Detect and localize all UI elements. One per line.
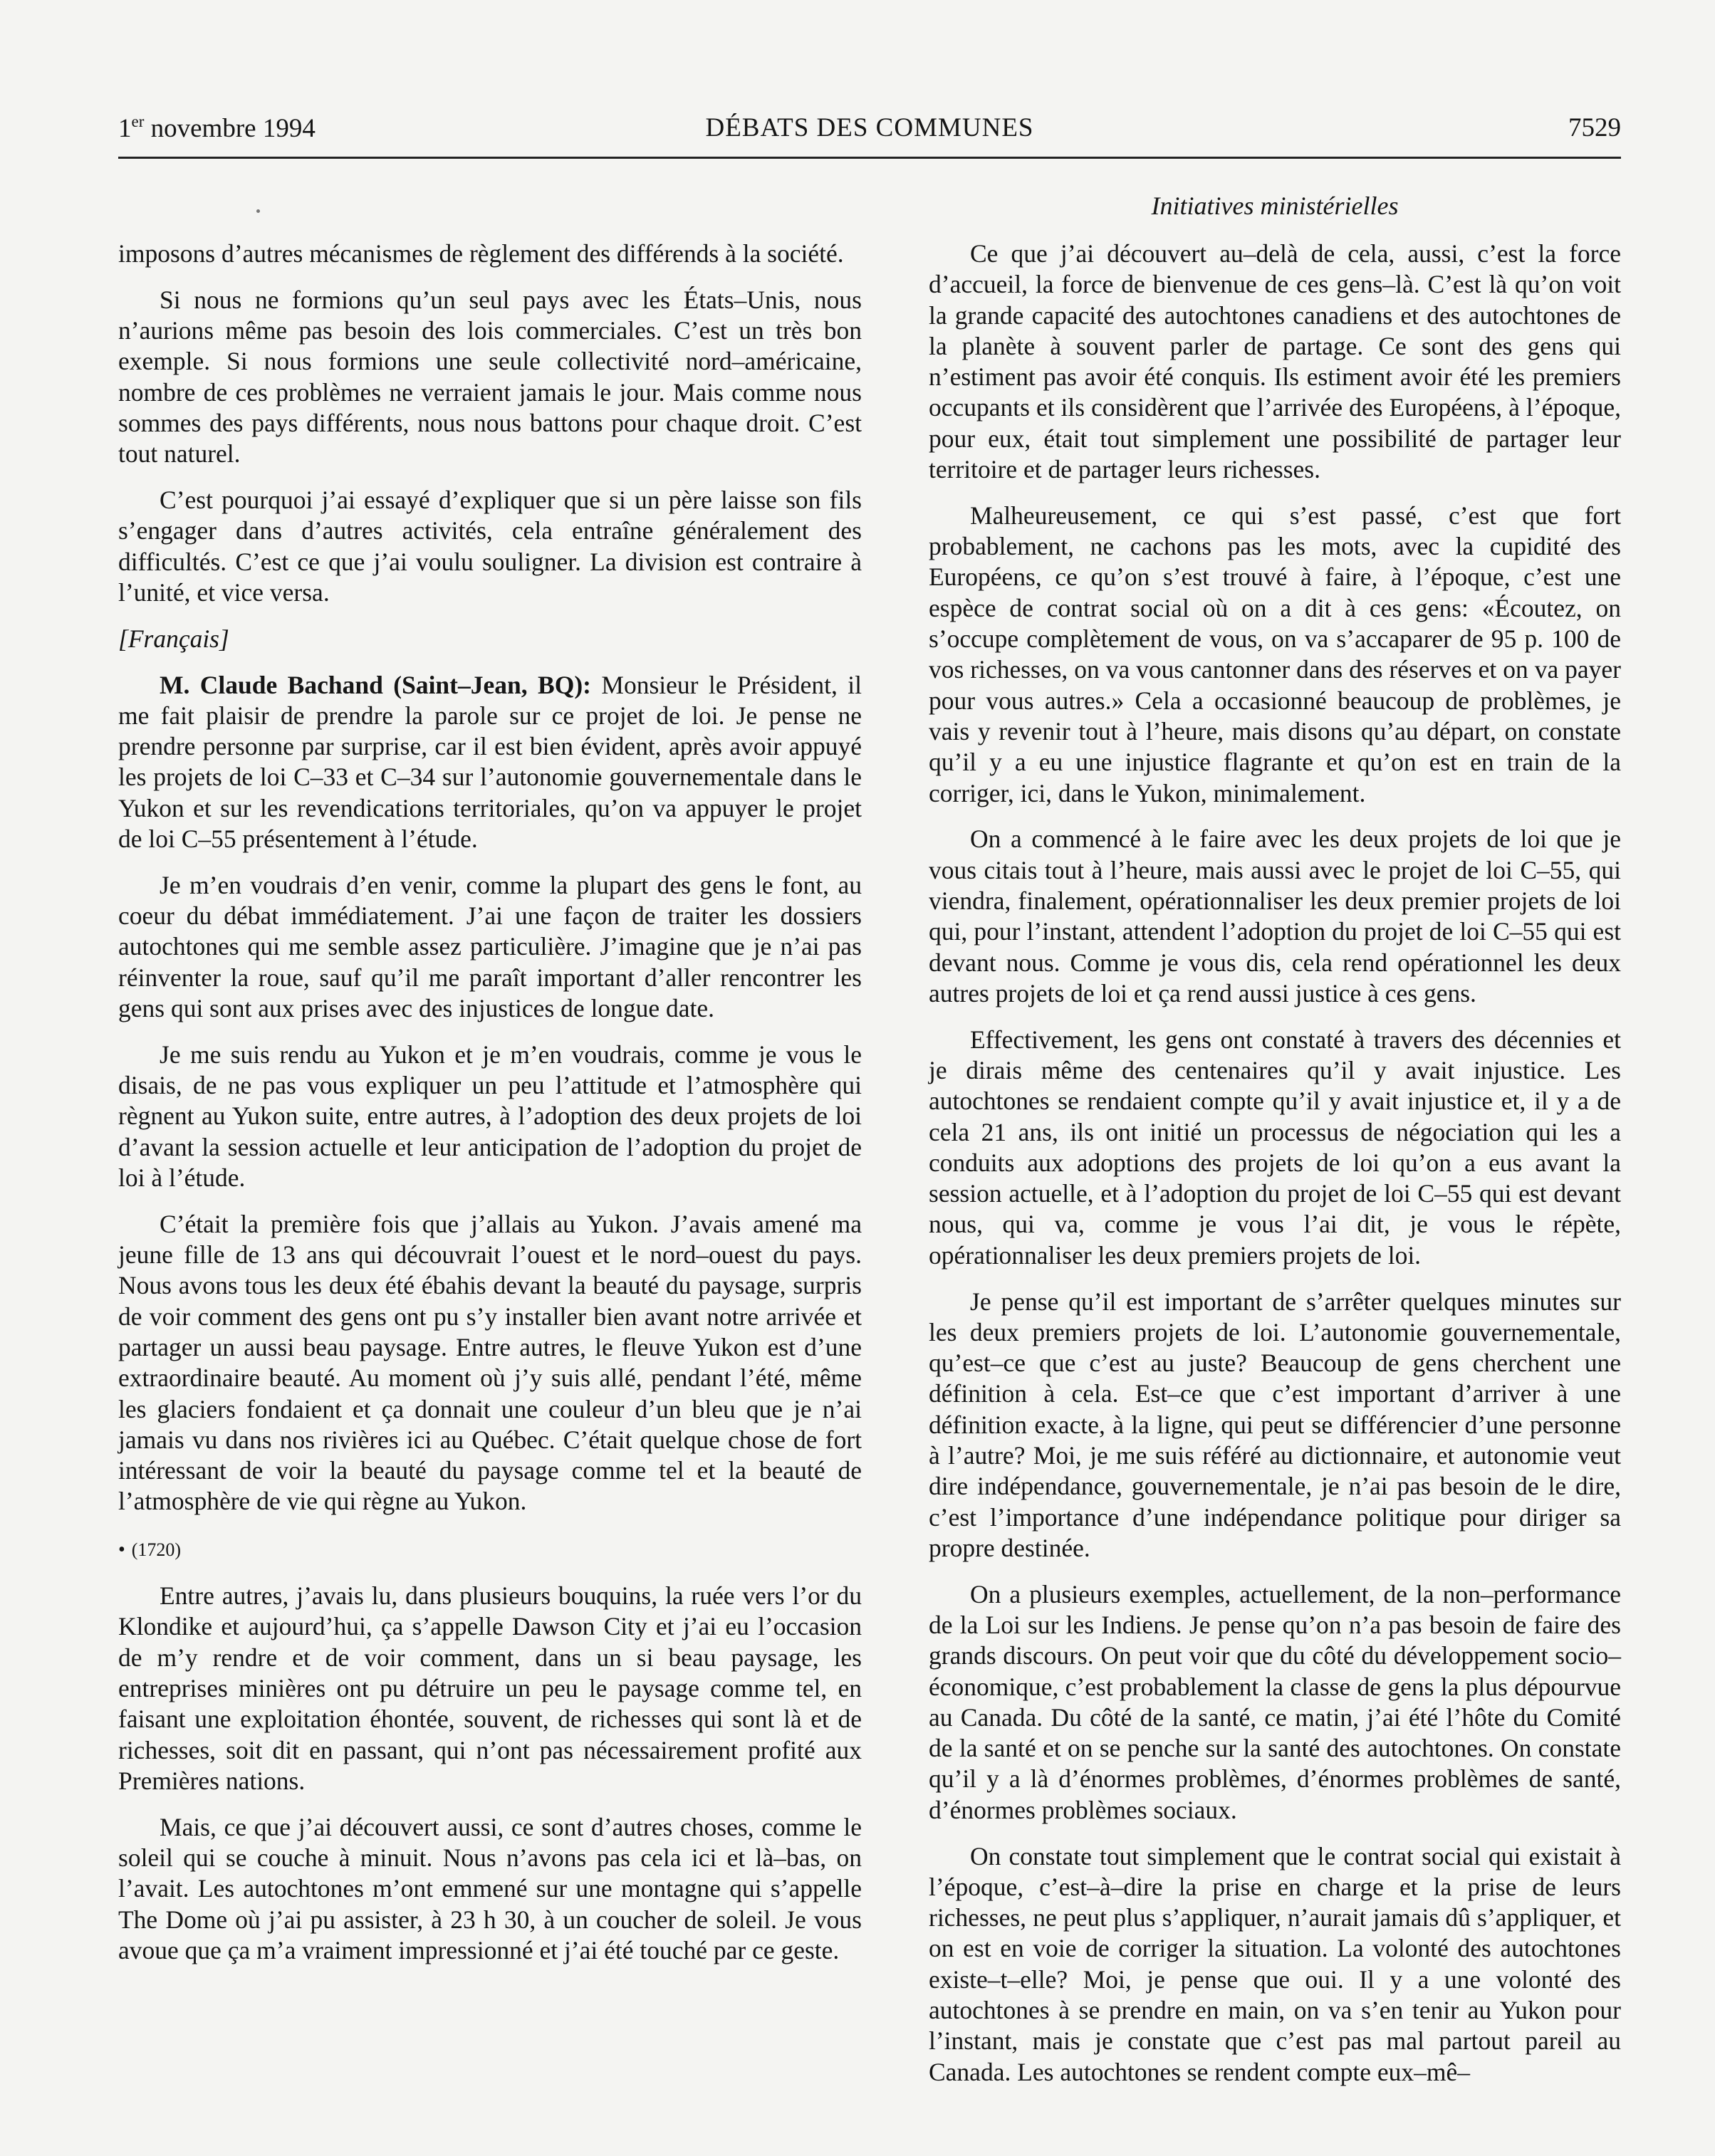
page-header	[118, 112, 1621, 155]
paragraph: C’était la première fois que j’allais au Yukon. J’avais amené ma jeune fille de 13 ans qui découvrait l’ouest et le nord–ouest du pays. Nous avons tous les deux été ébahis devant la beauté du paysage, surpris de voir comment des gens ont pu s’y installer bien avant notre arrivée et partager un aussi beau paysage. Entre autres, le fleuve Yukon est d’une extraordinaire beauté. Au moment où j’y suis allé, pendant l’été, même les glaciers fondaient et ça donnait une couleur d’un bleu que je n’ai jamais vu dans nos rivières ici au Québec. C’était quelque chose de fort intéressant de voir la beauté du paysage comme tel et la beauté de l’atmosphère de vie qui règne au Yukon.	[118, 1209, 862, 1516]
publication-title: DÉBATS DES COMMUNES	[705, 113, 1034, 142]
paragraph: Je m’en voudrais d’en venir, comme la plupart des gens le font, au coeur du débat immédiatement. J’ai une façon de traiter les dossiers autochtones qui me semble assez particulière. J’imagine que je n’ai pas réinventer la roue, sauf qu’il me paraît important d’aller rencontrer les gens qui sont aux prises avec des injustices de longue date.	[118, 870, 862, 1023]
bullet-icon: •	[118, 1539, 125, 1561]
paragraph: Entre autres, j’avais lu, dans plusieurs bouquins, la ruée vers l’or du Klondike et aujourd’hui, ça s’appelle Dawson City et j’ai eu l’occasion de m’y rendre et de voir comment, dans un si beau paysage, les entreprises minières ont pu détruire un peu le paysage comme tel, en faisant une exploitation éhontée, souvent, de richesses qui sont là et de richesses, soit dit en passant, qui n’ont pas nécessairement profité aux Premières nations.	[118, 1581, 862, 1795]
language-tag: [Français]	[118, 624, 229, 653]
paragraph: Ce que j’ai découvert au–delà de cela, aussi, c’est la force d’accueil, la force de bienvenue de ces gens–là. C’est là qu’on voit la grande capacité des autochtones canadiens et des autochtones de la planète à souvent parler de partage. Ce sont des gens qui n’estiment pas avoir été conquis. Ils estiment avoir été les premiers occupants et ils considèrent que l’arrivée des Européens, à l’époque, pour eux, était tout simplement une possibilité de partager leur territoire et de partager leurs richesses.	[929, 239, 1621, 484]
paragraph: Si nous ne formions qu’un seul pays avec les États–Unis, nous n’aurions même pas besoin des lois commerciales. C’est un très bon exemple. Si nous formions une seule collectivité nord–américaine, nombre de ces problèmes ne verraient jamais le jour. Mais comme nous sommes des pays différents, nous nous battons pour chaque droit. C’est tout naturel.	[118, 285, 862, 469]
paragraph: Je me suis rendu au Yukon et je m’en voudrais, comme je vous le disais, de ne pas vous expliquer un peu l’attitude et l’atmosphère qui règnent au Yukon suite, entre autres, à l’adoption des deux projets de loi d’avant la session actuelle et leur anticipation de l’adoption du projet de loi à l’étude.	[118, 1040, 862, 1193]
ink-speck	[256, 209, 260, 213]
left-column	[118, 239, 862, 1982]
paragraph: Je pense qu’il est important de s’arrêter quelques minutes sur les deux premiers projets de loi. L’autonomie gouvernementale, qu’est–ce que c’est au juste? Beaucoup de gens cherchent une définition à cela. Est–ce que c’est important d’arriver à une définition exacte, à la ligne, qui peut se différencier d’une personne à l’autre? Moi, je me suis référé au dictionnaire, et autonomie veut dire indépendance, gouvernementale, je n’ai pas besoin de le dire, c’est l’importance d’une indépendance politique pour diriger sa propre destinée.	[929, 1287, 1621, 1562]
speaker-paragraph	[118, 670, 862, 855]
header-rule	[118, 157, 1621, 159]
paragraph: On a plusieurs exemples, actuellement, de la non–performance de la Loi sur les Indiens. Je pense qu’on n’a pas besoin de faire des grands discours. On peut voir que du côté du développement socio–économique, c’est probablement la classe de gens la plus dépourvue au Canada. Du côté de la santé, ce matin, j’ai été l’hôte du Comité de la santé et on se penche sur la santé des autochtones. On constate qu’il y a là d’énormes problèmes, d’énormes problèmes de santé, d’énormes problèmes sociaux.	[929, 1579, 1621, 1824]
paragraph: On constate tout simplement que le contrat social qui existait à l’époque, c’est–à–dire la prise en charge et la prise de leurs richesses, ne peut plus s’appliquer, n’aurait jamais dû s’appliquer, et on est en voie de corriger la situation. La volonté des autochtones existe–t–elle? Moi, je pense que oui. Il y a une volonté des autochtones à se prendre en main, on va s’en tenir au Yukon pour l’instant, mais je constate que c’est pas mal partout pareil au Canada. Les autochtones se rendent compte eux–mê–	[929, 1841, 1621, 2086]
paragraph: Effectivement, les gens ont constaté à travers des décennies et je dirais même des centenaires qu’il y avait injustice. Les autochtones se rendaient compte qu’il y avait injustice et, il y a de cela 21 ans, ils ont initié un processus de négociation qui les a conduits aux adoptions des projets de loi qu’on a eus avant la session actuelle, et à l’adoption du projet de loi C–55 qui est devant nous, qui va, comme je vous l’ai dit, je vous le répète, opérationnaliser les deux premiers projets de loi.	[929, 1025, 1621, 1270]
date-rest: novembre 1994	[144, 114, 316, 143]
date-superscript: er	[131, 112, 145, 130]
section-title: Initiatives ministérielles	[1151, 192, 1399, 220]
date-day: 1	[118, 114, 132, 143]
timestamp: (1720)	[131, 1539, 182, 1561]
right-column	[929, 239, 1621, 2103]
paragraph: imposons d’autres mécanismes de règlement des différends à la société.	[118, 239, 844, 268]
speech-text: Monsieur le Président, il me fait plaisir de prendre la parole sur ce projet de loi. Je pense ne prendre personne par surprise, car il est bien évident, après avoir appuyé les projets de loi C–33 et C–34 sur l’autonomie gouvernementale dans le Yukon et sur les revendications territoriales, qu’on va appuyer le projet de loi C–55 présentement à l’étude.	[118, 670, 862, 854]
paragraph: C’est pourquoi j’ai essayé d’expliquer que si un père laisse son fils s’engager dans d’autres activités, cela entraîne généralement des difficultés. C’est ce que j’ai voulu souligner. La division est contraire à l’unité, et vice versa.	[118, 486, 862, 607]
paragraph: Mais, ce que j’ai découvert aussi, ce sont d’autres choses, comme le soleil qui se couche à minuit. Nous n’avons pas cela ici et là–bas, on l’avait. Les autochtones m’ont emmené sur une montagne qui s’appelle The Dome où j’ai pu assister, à 23 h 30, à un coucher de soleil. Je vous avoue que ça m’a vraiment impressionné et j’ai été touché par ce geste.	[118, 1812, 862, 1964]
page-number: 7529	[1568, 113, 1621, 142]
paragraph: Malheureusement, ce qui s’est passé, c’est que fort probablement, ne cachons pas les mots, avec la cupidité des Européens, ce qu’on s’est trouvé à faire, à l’époque, c’est une espèce de contrat social où on a dit à ces gens: «Écoutez, on s’occupe complètement de vous, on va s’accaparer de 95 p. 100 de vos richesses, on va vous cantonner dans des réserves et on va payer pour vous autres.» Cela a occasionné beaucoup de problèmes, je vais y revenir tout à l’heure, mais disons qu’au départ, on constate qu’il y a eu une injustice flagrante et qu’on est en train de la corriger, ici, dans le Yukon, minimalement.	[929, 501, 1621, 807]
speaker-name: M. Claude Bachand (Saint–Jean, BQ):	[160, 670, 591, 699]
paragraph: On a commencé à le faire avec les deux projets de loi que je vous citais tout à l’heure, mais aussi avec le projet de loi C–55, qui viendra, finalement, opérationnaliser les deux premier projets de loi qui, pour l’instant, attendent l’adoption du projet de loi C–55 qui est devant nous. Comme je vous dis, cela rend opérationnel les deux autres projets de loi et ça rend aussi justice à ces gens.	[929, 825, 1621, 1008]
timestamp-line	[118, 1532, 862, 1565]
